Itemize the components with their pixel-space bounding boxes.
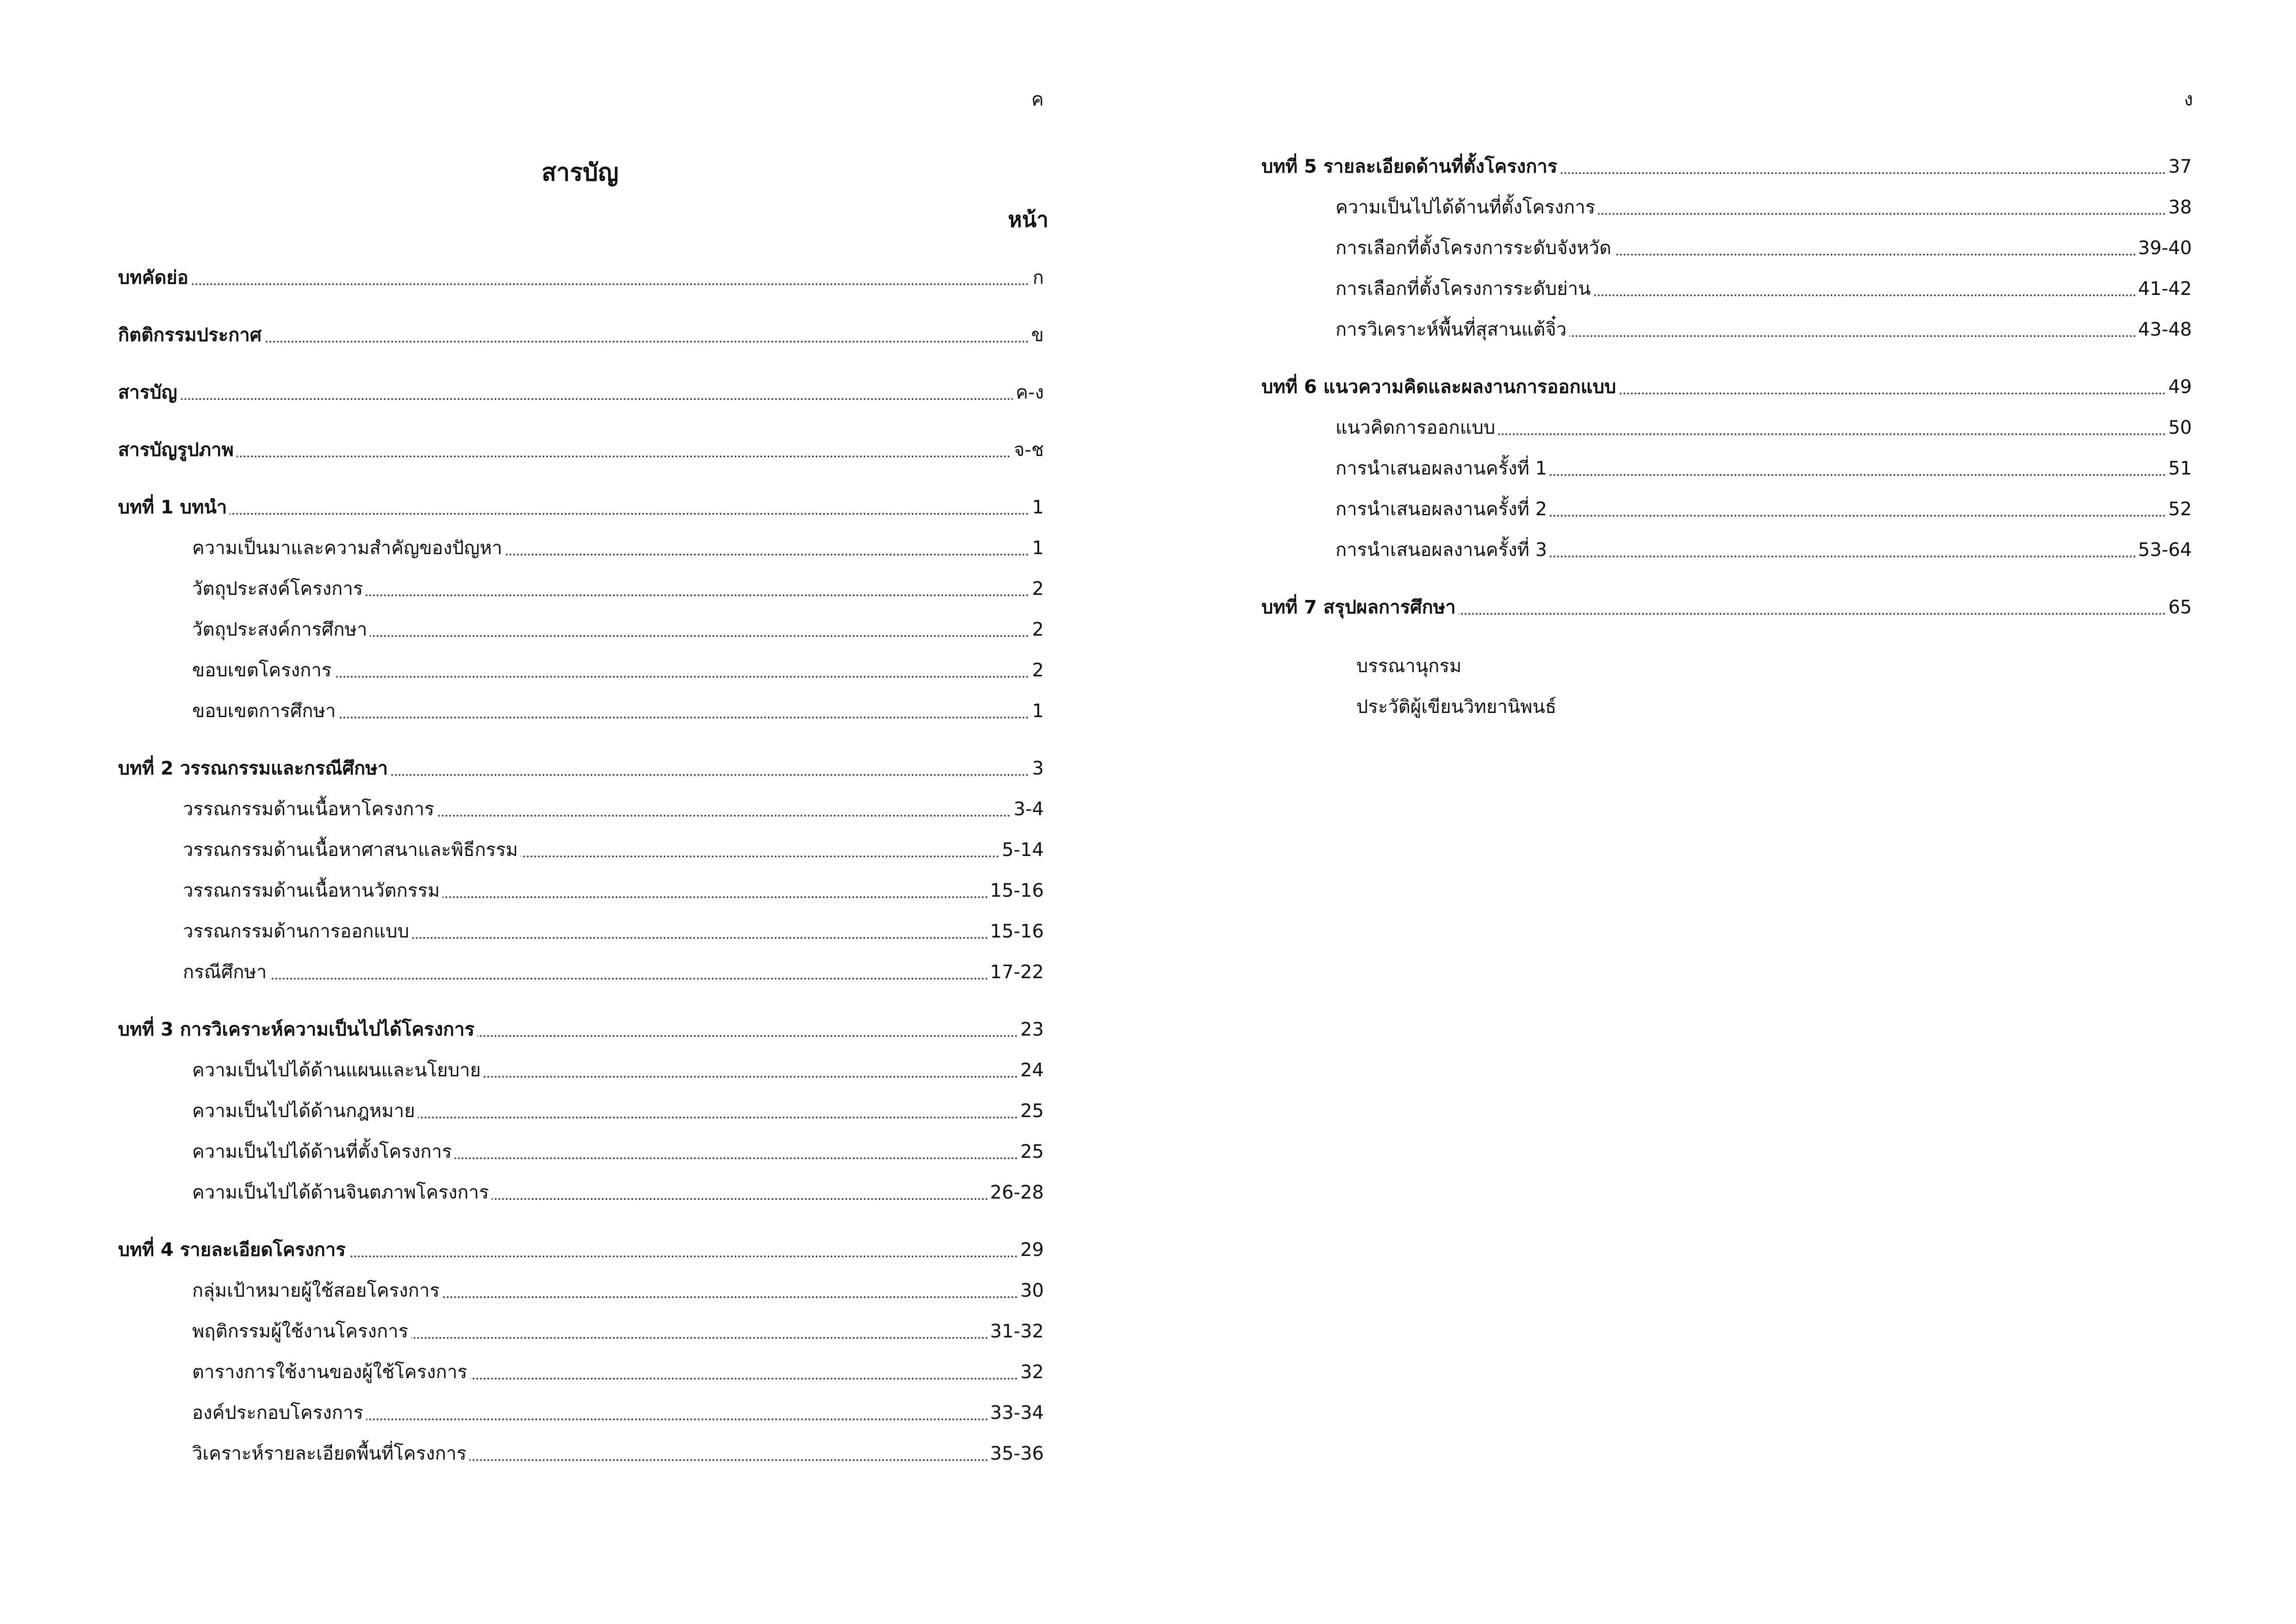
toc-sub-entry [118,1268,1044,1308]
toc-entry-label: วรรณกรรมด้านเนื้อหานวัตกรรม [183,880,443,902]
toc-entry-label: วรรณกรรมด้านเนื้อหาศาสนาและพิธีกรรม [183,839,521,861]
toc-entry-page: 30 [1017,1280,1044,1302]
toc-entry-page: 65 [2165,596,2192,618]
toc-entry-label: การวิเคราะห์พื้นที่สุสานแต้จิ๋ว [1335,319,1569,341]
toc-entry-page: 25 [1017,1141,1044,1163]
dot-leader [183,978,1044,980]
toc-sub-entry [118,1308,1044,1349]
toc-entry-page: 49 [2165,376,2192,398]
toc-entry-page: ข [1029,324,1044,346]
dot-leader [118,398,1044,400]
toc-entry-label: การนำเสนอผลงานครั้งที่ 2 [1335,498,1550,520]
toc-sub-entry [118,949,1044,990]
toc-entry-label: บทที่ 3 การวิเคราะห์ความเป็นไปได้โครงการ [118,1018,477,1041]
toc-sub-entry [118,1088,1044,1129]
toc-entry-page: 31-32 [987,1320,1044,1343]
toc-entry-label: พฤติกรรมผู้ใช้งานโครงการ [192,1320,411,1343]
toc-entry-page: 39-40 [2135,237,2192,259]
toc-entry-page: 1 [1029,700,1044,722]
toc-entry-page: 2 [1029,618,1044,641]
toc-entry-label: ความเป็นไปได้ด้านที่ตั้งโครงการ [1335,196,1598,219]
back-matter-item: ประวัติผู้เขียนวิทยานิพนธ์ [1356,696,1557,718]
toc-entry-label: สารบัญ [118,381,180,404]
toc-entry-page: 33-34 [987,1402,1044,1424]
toc-entry-label: บทที่ 6 แนวความคิดและผลงานการออกแบบ [1261,376,1619,398]
toc-entry-page: 29 [1017,1239,1044,1261]
toc-entry-page: 32 [1017,1361,1044,1383]
toc-entry-page: 26-28 [987,1181,1044,1204]
toc-entry-label: การเลือกที่ตั้งโครงการระดับย่าน [1335,278,1593,300]
toc-entry-label: วัตถุประสงค์การศึกษา [192,618,370,641]
left-page-number: ค [1031,89,1044,110]
toc-sub-entry [118,786,1044,827]
toc-entry-label: วัตถุประสงค์โครงการ [192,578,366,600]
toc-entry-label: ความเป็นไปได้ด้านที่ตั้งโครงการ [192,1141,455,1163]
toc-sub-entry [118,688,1044,729]
toc-sub-entry [1261,306,2192,347]
toc-entry-page: 52 [2165,498,2192,520]
toc-entry-page: 38 [2165,196,2192,219]
toc-sub-entry [118,827,1044,868]
toc-entry-page: 51 [2165,457,2192,480]
toc-sub-entry [1261,225,2192,266]
back-matter-item: บรรณานุกรม [1356,656,1462,677]
toc-sub-entry [118,868,1044,908]
toc-sub-entry [118,1390,1044,1430]
toc-entry-page: 35-36 [987,1443,1044,1465]
toc-entry-label: ความเป็นมาและความสำคัญของปัญหา [192,537,505,559]
toc-entry-label: กรณีศึกษา [183,961,269,983]
toc-sub-entry [118,1129,1044,1169]
toc-chapter-entry [118,255,1044,295]
toc-entry-label: การเลือกที่ตั้งโครงการระดับจังหวัด [1335,237,1614,259]
toc-entry-page: ก [1030,267,1044,289]
toc-entry-page: 53-64 [2135,539,2192,561]
toc-entry-label: ความเป็นไปได้ด้านกฎหมาย [192,1100,418,1122]
toc-chapter-entry [118,312,1044,353]
toc-sub-entry [118,566,1044,606]
toc-entry-page: 2 [1029,659,1044,681]
toc-chapter-entry [118,369,1044,410]
right-page-number: ง [2184,89,2193,110]
dot-leader [118,456,1044,457]
dot-leader [118,513,1044,515]
toc-entry-label: กลุ่มเป้าหมายผู้ใช้สอยโครงการ [192,1280,443,1302]
toc-entry-label: ตารางการใช้งานของผู้ใช้โครงการ [192,1361,470,1383]
toc-chapter-entry [118,745,1044,786]
toc-entry-label: วรรณกรรมด้านการออกแบบ [183,920,412,943]
toc-entry-label: วิเคราะห์รายละเอียดพื้นที่โครงการ [192,1443,469,1465]
back-matter-list [1356,646,1556,727]
toc-right-list [1261,144,2192,625]
toc-chapter-entry [1261,364,2192,405]
toc-entry-label: ขอบเขตโครงการ [192,659,334,681]
toc-entry-page: 15-16 [987,920,1044,943]
toc-entry-page: 37 [2165,156,2192,178]
toc-entry-page: 1 [1029,537,1044,559]
toc-entry-label: การนำเสนอผลงานครั้งที่ 3 [1335,539,1550,561]
toc-sub-entry [1261,405,2192,445]
toc-entry-page: 43-48 [2135,319,2192,341]
toc-left-list [118,255,1044,1471]
toc-entry-label: กิตติกรรมประกาศ [118,324,264,346]
toc-sub-entry [1261,184,2192,225]
toc-entry-label: ความเป็นไปได้ด้านจินตภาพโครงการ [192,1181,492,1204]
toc-entry-page: 24 [1017,1059,1044,1081]
toc-entry-page: 15-16 [987,880,1044,902]
toc-entry-label: บทคัดย่อ [118,267,191,289]
toc-entry-page: 50 [2165,417,2192,439]
toc-sub-entry [118,647,1044,688]
toc-entry-page: 25 [1017,1100,1044,1122]
toc-entry-label: องค์ประกอบโครงการ [192,1402,366,1424]
toc-chapter-entry [118,1006,1044,1047]
toc-sub-entry [1261,445,2192,486]
toc-entry-label: สารบัญรูปภาพ [118,439,237,461]
toc-entry-page: 3-4 [1011,798,1044,820]
toc-entry-page: 23 [1017,1018,1044,1041]
toc-sub-entry [118,1349,1044,1390]
toc-entry-page: 2 [1029,578,1044,600]
toc-entry-page: 1 [1029,496,1044,518]
toc-chapter-entry [1261,584,2192,625]
toc-entry-label: การนำเสนอผลงานครั้งที่ 1 [1335,457,1550,480]
toc-entry-page: จ-ช [1011,439,1044,461]
toc-entry-label: ขอบเขตการศึกษา [192,700,338,722]
toc-chapter-entry [118,484,1044,525]
toc-entry-label: วรรณกรรมด้านเนื้อหาโครงการ [183,798,437,820]
toc-entry-label: ความเป็นไปได้ด้านแผนและนโยบาย [192,1059,484,1081]
toc-sub-entry [1261,527,2192,568]
toc-sub-entry [118,1047,1044,1088]
toc-entry-label: บทที่ 5 รายละเอียดด้านที่ตั้งโครงการ [1261,156,1560,178]
toc-entry-label: บทที่ 4 รายละเอียดโครงการ [118,1239,349,1261]
toc-entry-label: บทที่ 2 วรรณกรรมและกรณีศึกษา [118,757,391,780]
toc-chapter-entry [118,427,1044,468]
page-column-label: หน้า [1008,207,1048,232]
toc-sub-entry [118,606,1044,647]
toc-entry-page: ค-ง [1013,381,1044,404]
toc-entry-page: 3 [1029,757,1044,780]
toc-entry-page: 17-22 [987,961,1044,983]
toc-entry-label: แนวคิดการออกแบบ [1335,417,1498,439]
toc-sub-entry [1261,266,2192,306]
toc-sub-entry [118,908,1044,949]
toc-sub-entry [1261,486,2192,527]
toc-sub-entry [118,1430,1044,1471]
dot-leader [118,283,1044,285]
toc-entry-page: 5-14 [999,839,1044,861]
toc-entry-page: 41-42 [2135,278,2192,300]
toc-entry-label: บทที่ 1 บทนำ [118,496,230,518]
toc-entry-label: บทที่ 7 สรุปผลการศึกษา [1261,596,1459,618]
toc-sub-entry [118,1169,1044,1210]
toc-title: สารบัญ [542,159,619,187]
toc-chapter-entry [1261,144,2192,184]
toc-sub-entry [118,525,1044,566]
toc-chapter-entry [118,1227,1044,1268]
